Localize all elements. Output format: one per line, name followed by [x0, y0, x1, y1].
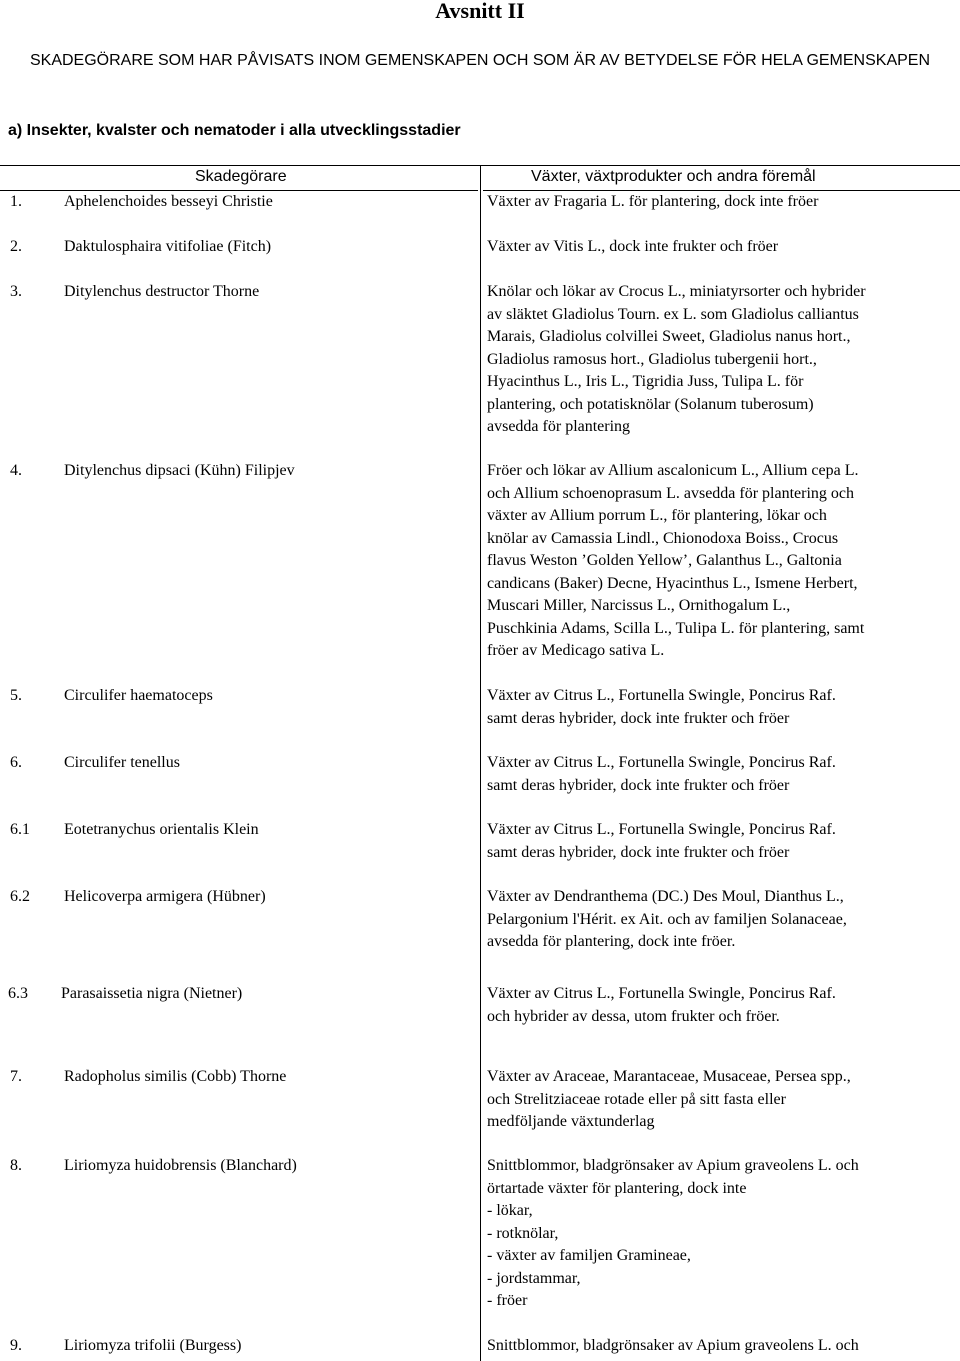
- pest-name: Circulifer haematoceps: [64, 687, 213, 704]
- host-plants-line: candicans (Baker) Decne, Hyacinthus L., Ismene Herbert,: [487, 574, 858, 592]
- host-plants-line: Snittblommor, bladgrönsaker av Apium graveolens L. och: [487, 1337, 859, 1354]
- row-number: 7.: [10, 1068, 22, 1085]
- host-plants-line: Pelargonium l'Hérit. ex Ait. och av familjen Solanaceae,: [487, 910, 847, 928]
- host-plants-line: Växter av Araceae, Marantaceae, Musaceae, Persea spp.,: [487, 1068, 851, 1085]
- row-number: 6.1: [10, 821, 30, 838]
- host-plants-line: Hyacinthus L., Iris L., Tigridia Juss, Tulipa L. för: [487, 373, 804, 390]
- host-plants-line: - fröer: [487, 1292, 528, 1309]
- host-plants: [487, 1335, 957, 1358]
- pest-name: Aphelenchoides besseyi Christie: [64, 193, 273, 210]
- host-plants-line: - rotknölar,: [487, 1224, 559, 1242]
- host-plants: [487, 1155, 957, 1313]
- host-plants-line: Växter av Dendranthema (DC.) Des Moul, Dianthus L.,: [487, 888, 844, 905]
- row-number: 4.: [10, 462, 22, 479]
- subsection-heading: a) Insekter, kvalster och nematoder i alla utvecklingsstadier: [8, 122, 461, 139]
- host-plants: [487, 752, 957, 797]
- host-plants-line: av släktet Gladiolus Tourn. ex L. som Gladiolus calliantus: [487, 305, 859, 323]
- host-plants-line: - växter av familjen Gramineae,: [487, 1247, 691, 1264]
- pest-name: Liriomyza huidobrensis (Blanchard): [64, 1157, 297, 1174]
- host-plants: [487, 685, 957, 730]
- host-plants: [487, 983, 957, 1028]
- host-plants-line: - jordstammar,: [487, 1269, 581, 1287]
- row-number: 6.: [10, 754, 22, 771]
- pest-name: Ditylenchus dipsaci (Kühn) Filipjev: [64, 462, 295, 479]
- row-number: 2.: [10, 238, 22, 255]
- host-plants-line: Marais, Gladiolus colvillei Sweet, Gladiolus nanus hort.,: [487, 328, 851, 345]
- host-plants-line: örtartade växter för plantering, dock inte: [487, 1179, 747, 1197]
- section-heading: SKADEGÖRARE SOM HAR PÅVISATS INOM GEMENSKAPEN OCH SOM ÄR AV BETYDELSE FÖR HELA GEMENSKAPEN: [29, 52, 931, 69]
- row-number: 6.3: [8, 985, 28, 1002]
- pest-name: Daktulosphaira vitifoliae (Fitch): [64, 238, 272, 255]
- host-plants-line: Knölar och lökar av Crocus L., miniatyrsorter och hybrider: [487, 283, 866, 300]
- host-plants-line: samt deras hybrider, dock inte frukter och fröer: [487, 709, 790, 727]
- host-plants-line: Växter av Citrus L., Fortunella Swingle, Poncirus Raf.: [487, 821, 836, 838]
- host-plants-line: samt deras hybrider, dock inte frukter och fröer: [487, 776, 790, 794]
- column-divider: [480, 165, 481, 1361]
- host-plants-line: samt deras hybrider, dock inte frukter och fröer: [487, 843, 790, 861]
- host-plants-line: Puschkinia Adams, Scilla L., Tulipa L. för plantering, samt: [487, 619, 865, 637]
- pest-name: Eotetranychus orientalis Klein: [64, 821, 259, 838]
- host-plants: [487, 191, 957, 214]
- pest-name: Parasaissetia nigra (Nietner): [61, 985, 243, 1002]
- pest-name: Radopholus similis (Cobb) Thorne: [64, 1068, 287, 1085]
- host-plants-line: avsedda för plantering: [487, 418, 631, 435]
- column-header-plants: Växter, växtprodukter och andra föremål: [531, 168, 816, 185]
- host-plants: [487, 281, 957, 439]
- host-plants-line: Muscari Miller, Narcissus L., Ornithogalum L.,: [487, 597, 791, 614]
- host-plants-line: plantering, och potatisknölar (Solanum tuberosum): [487, 395, 814, 413]
- page-title: Avsnitt II: [435, 0, 525, 23]
- host-plants-line: Växter av Citrus L., Fortunella Swingle, Poncirus Raf.: [487, 687, 836, 704]
- host-plants-line: Gladiolus ramosus hort., Gladiolus tubergenii hort.,: [487, 350, 817, 368]
- host-plants-line: Växter av Fragaria L. för plantering, dock inte fröer: [487, 193, 819, 210]
- host-plants-line: Växter av Citrus L., Fortunella Swingle, Poncirus Raf.: [487, 754, 836, 771]
- host-plants: [487, 886, 957, 954]
- host-plants-line: och Strelitziaceae rotade eller på sitt fasta eller: [487, 1090, 786, 1108]
- host-plants: [487, 236, 957, 259]
- host-plants-line: Växter av Citrus L., Fortunella Swingle, Poncirus Raf.: [487, 985, 836, 1002]
- pest-name: Liriomyza trifolii (Burgess): [64, 1337, 242, 1354]
- host-plants-line: - lökar,: [487, 1202, 533, 1219]
- host-plants-line: medföljande växtunderlag: [487, 1113, 655, 1130]
- host-plants-line: och Allium schoenoprasum L. avsedda för plantering och: [487, 484, 855, 502]
- host-plants-line: Snittblommor, bladgrönsaker av Apium graveolens L. och: [487, 1157, 859, 1174]
- row-number: 5.: [10, 687, 22, 704]
- host-plants: [487, 819, 957, 864]
- host-plants: [487, 460, 957, 663]
- host-plants-line: avsedda för plantering, dock inte fröer.: [487, 933, 736, 950]
- column-header-pest: Skadegörare: [195, 168, 287, 185]
- row-number: 1.: [10, 193, 22, 210]
- host-plants-line: Växter av Vitis L., dock inte frukter och fröer: [487, 238, 779, 255]
- host-plants-line: Fröer och lökar av Allium ascalonicum L., Allium cepa L.: [487, 462, 859, 479]
- pest-name: Helicoverpa armigera (Hübner): [64, 888, 266, 905]
- row-number: 9.: [10, 1337, 22, 1354]
- row-number: 6.2: [10, 888, 30, 905]
- host-plants-line: och hybrider av dessa, utom frukter och fröer.: [487, 1007, 780, 1025]
- host-plants-line: fröer av Medicago sativa L.: [487, 642, 665, 659]
- host-plants-line: knölar av Camassia Lindl., Chionodoxa Boiss., Crocus: [487, 529, 839, 547]
- pest-name: Circulifer tenellus: [64, 754, 180, 771]
- row-number: 3.: [10, 283, 22, 300]
- host-plants: [487, 1066, 957, 1134]
- host-plants-line: växter av Allium porrum L., för plantering, lökar och: [487, 507, 827, 524]
- pest-name: Ditylenchus destructor Thorne: [64, 283, 260, 300]
- host-plants-line: flavus Weston ’Golden Yellow’, Galanthus L., Galtonia: [487, 552, 842, 569]
- row-number: 8.: [10, 1157, 22, 1174]
